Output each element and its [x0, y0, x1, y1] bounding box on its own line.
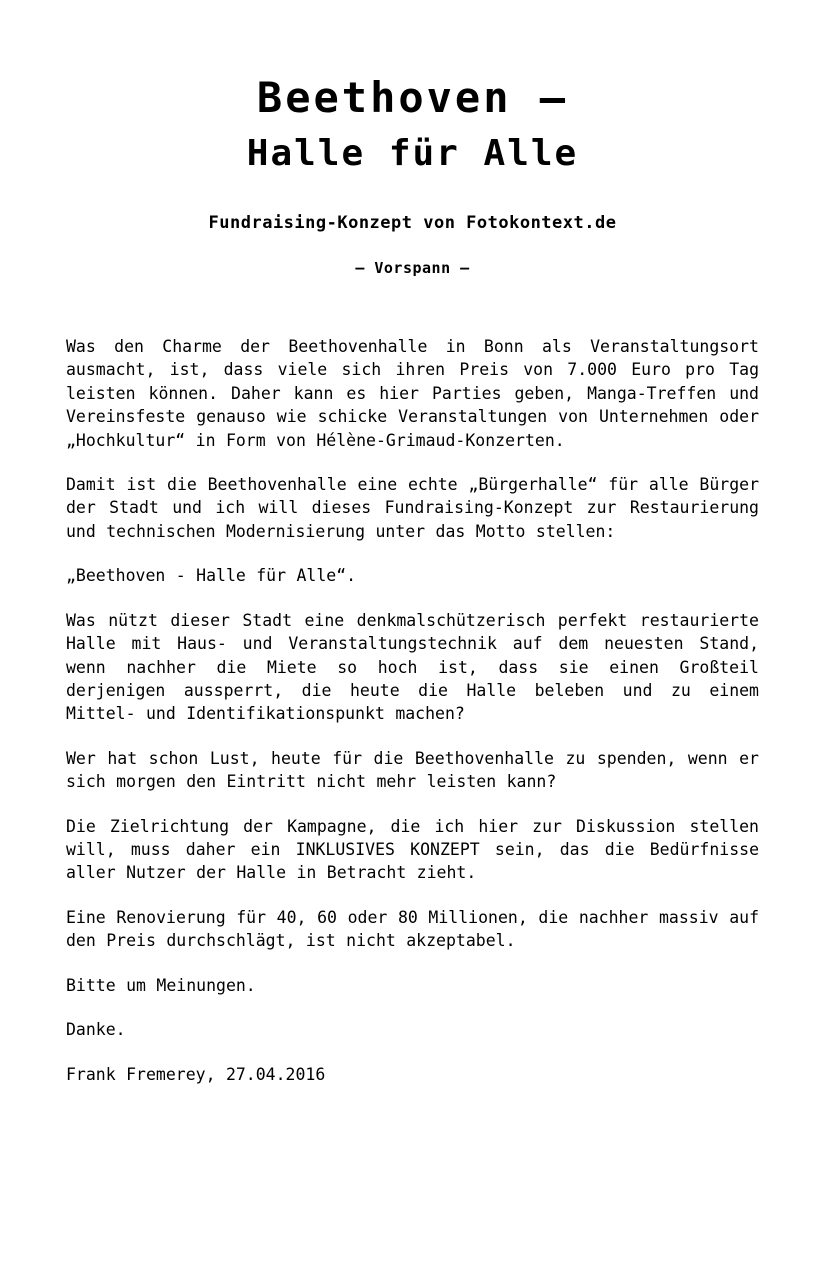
document-page	[0, 74, 825, 1274]
section-label-vorspann: – Vorspann –	[355, 258, 470, 277]
paragraph: Damit ist die Beethovenhalle eine echte „Bürgerhalle“ für alle Bürger der Stadt und ich will dieses Fundraising-Konzept zur Restaurierung und technischen Modernisierung unter das Motto stellen:	[66, 475, 770, 541]
document-subtitle: Fundraising-Konzept von Fotokontext.de	[208, 212, 617, 233]
title-line-secondary: Halle für Alle	[246, 133, 579, 175]
paragraph: Die Zielrichtung der Kampagne, die ich hier zur Diskussion stellen will, muss daher ein INKLUSIVES KONZEPT sein, das die Bedürfnisse aller Nutzer der Halle in Betracht zieht.	[66, 816, 770, 883]
paragraph: Eine Renovierung für 40, 60 oder 80 Millionen, die nachher massiv auf den Preis durchschlägt, ist nicht akzeptabel.	[66, 907, 770, 951]
paragraph-thanks: Danke.	[66, 1020, 126, 1040]
paragraph: Was den Charme der Beethovenhalle in Bonn als Veranstaltungsort ausmacht, ist, dass viele sich ihren Preis von 7.000 Euro pro Tag leisten können. Daher kann es hier Parties geben, Manga-Treffen und Vereinsfeste genauso wie schicke Veranstaltungen von Unternehmen oder „Hochkultur“ in Form von Hélène-Grimaud-Konzerten.	[66, 336, 770, 450]
paragraph: Was nützt dieser Stadt eine denkmalschützerisch perfekt restaurierte Halle mit Haus- und Veranstaltungstechnik auf dem neuesten Stand, wenn nachher die Miete so hoch ist, dass sie einen Großteil derjenigen aussperrt, die heute die Halle beleben und zu einem Mittel- und Identifikationspunkt machen?	[66, 610, 770, 724]
signature-line: Frank Fremerey, 27.04.2016	[66, 1064, 326, 1084]
document-body	[66, 335, 770, 1086]
document-title	[66, 74, 759, 179]
paragraph-motto: „Beethoven - Halle für Alle“.	[66, 566, 357, 586]
paragraph-request: Bitte um Meinungen.	[66, 975, 256, 995]
paragraph: Wer hat schon Lust, heute für die Beethovenhalle zu spenden, wenn er sich morgen den Eintritt nicht mehr leisten kann?	[66, 748, 770, 792]
title-line-primary: Beethoven –	[256, 73, 569, 122]
